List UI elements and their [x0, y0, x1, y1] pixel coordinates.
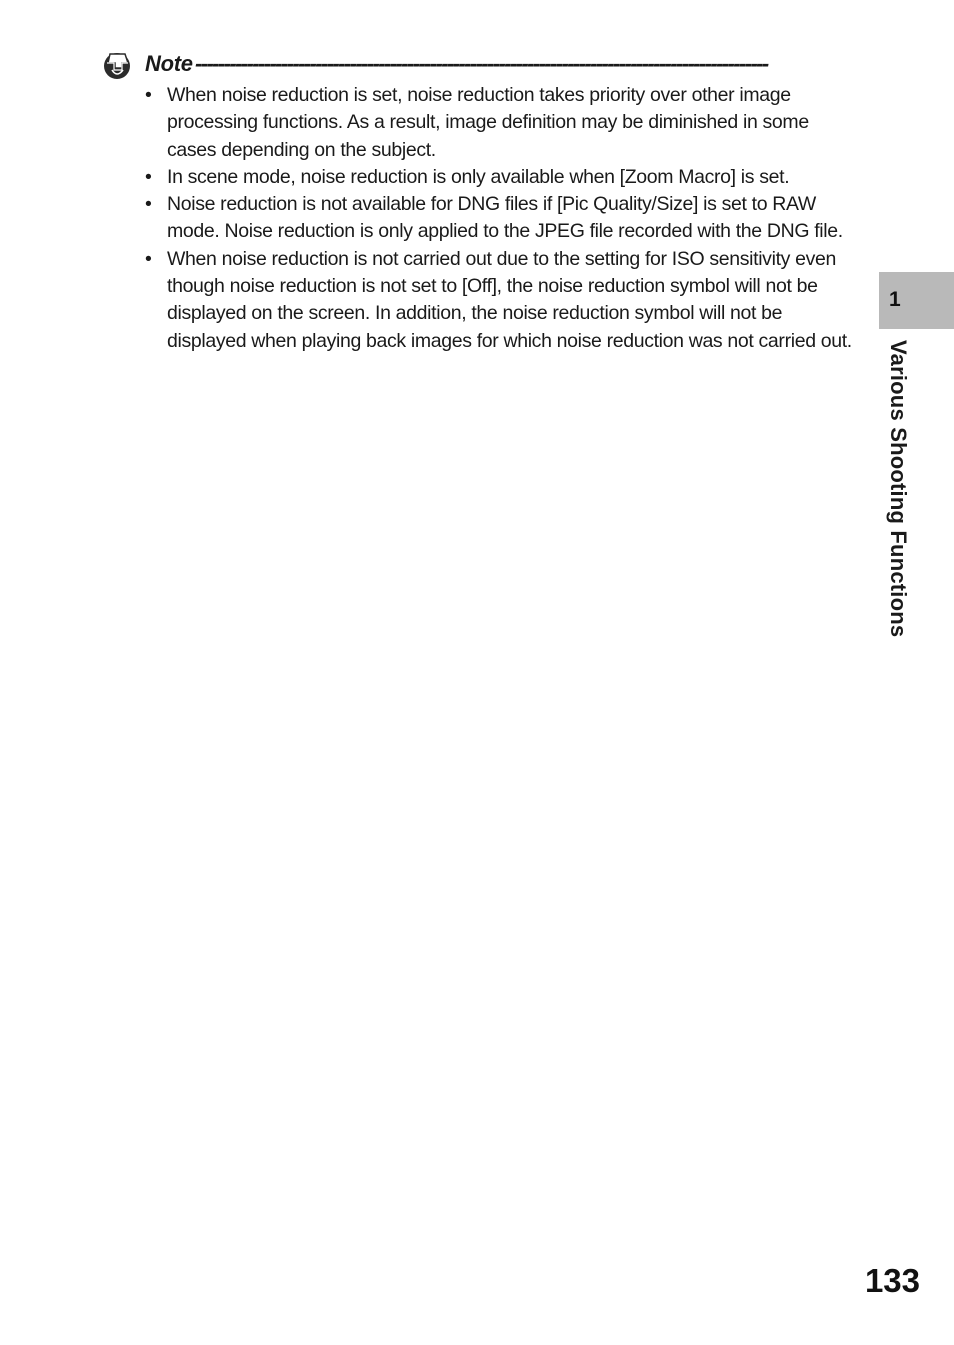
chapter-tab [879, 272, 954, 329]
chapter-number: 1 [889, 288, 901, 311]
note-item-text: Noise reduction is not available for DNG files if [Pic Quality/Size] is set to RAW mode. Noise reduction is only applied to the JPEG file recorded with the DNG file. [167, 193, 843, 243]
note-item-text: When noise reduction is not carried out due to the setting for ISO sensitivity even though noise reduction is not set to [Off], the noise reduction symbol will not be displayed on the screen. In addition, the noise reduction symbol will not be displayed when playing back images for which noise reduction was not carried out. [167, 247, 852, 352]
note-item [145, 191, 860, 246]
bullet: • [145, 193, 152, 216]
bullet: • [145, 247, 152, 270]
note-item [145, 82, 860, 164]
note-item-text: In scene mode, noise reduction is only available when [Zoom Macro] is set. [167, 165, 790, 188]
page-number: 133 [864, 1262, 920, 1299]
note-title: Note [145, 51, 193, 76]
camera-pointer-icon [101, 49, 133, 81]
note-header [101, 47, 861, 83]
bullet: • [145, 165, 152, 188]
note-item-text: When noise reduction is set, noise reduction takes priority over other image processing functions. As a result, image definition may be diminished in some cases depending on the subject. [167, 84, 809, 161]
note-item [145, 246, 860, 355]
note-divider: ---------------------------------------------------------------------------------------------------- [195, 51, 768, 76]
bullet: • [145, 84, 152, 106]
chapter-title: Various Shooting Functions [886, 340, 911, 638]
note-item [145, 164, 860, 191]
note-list [145, 82, 860, 355]
